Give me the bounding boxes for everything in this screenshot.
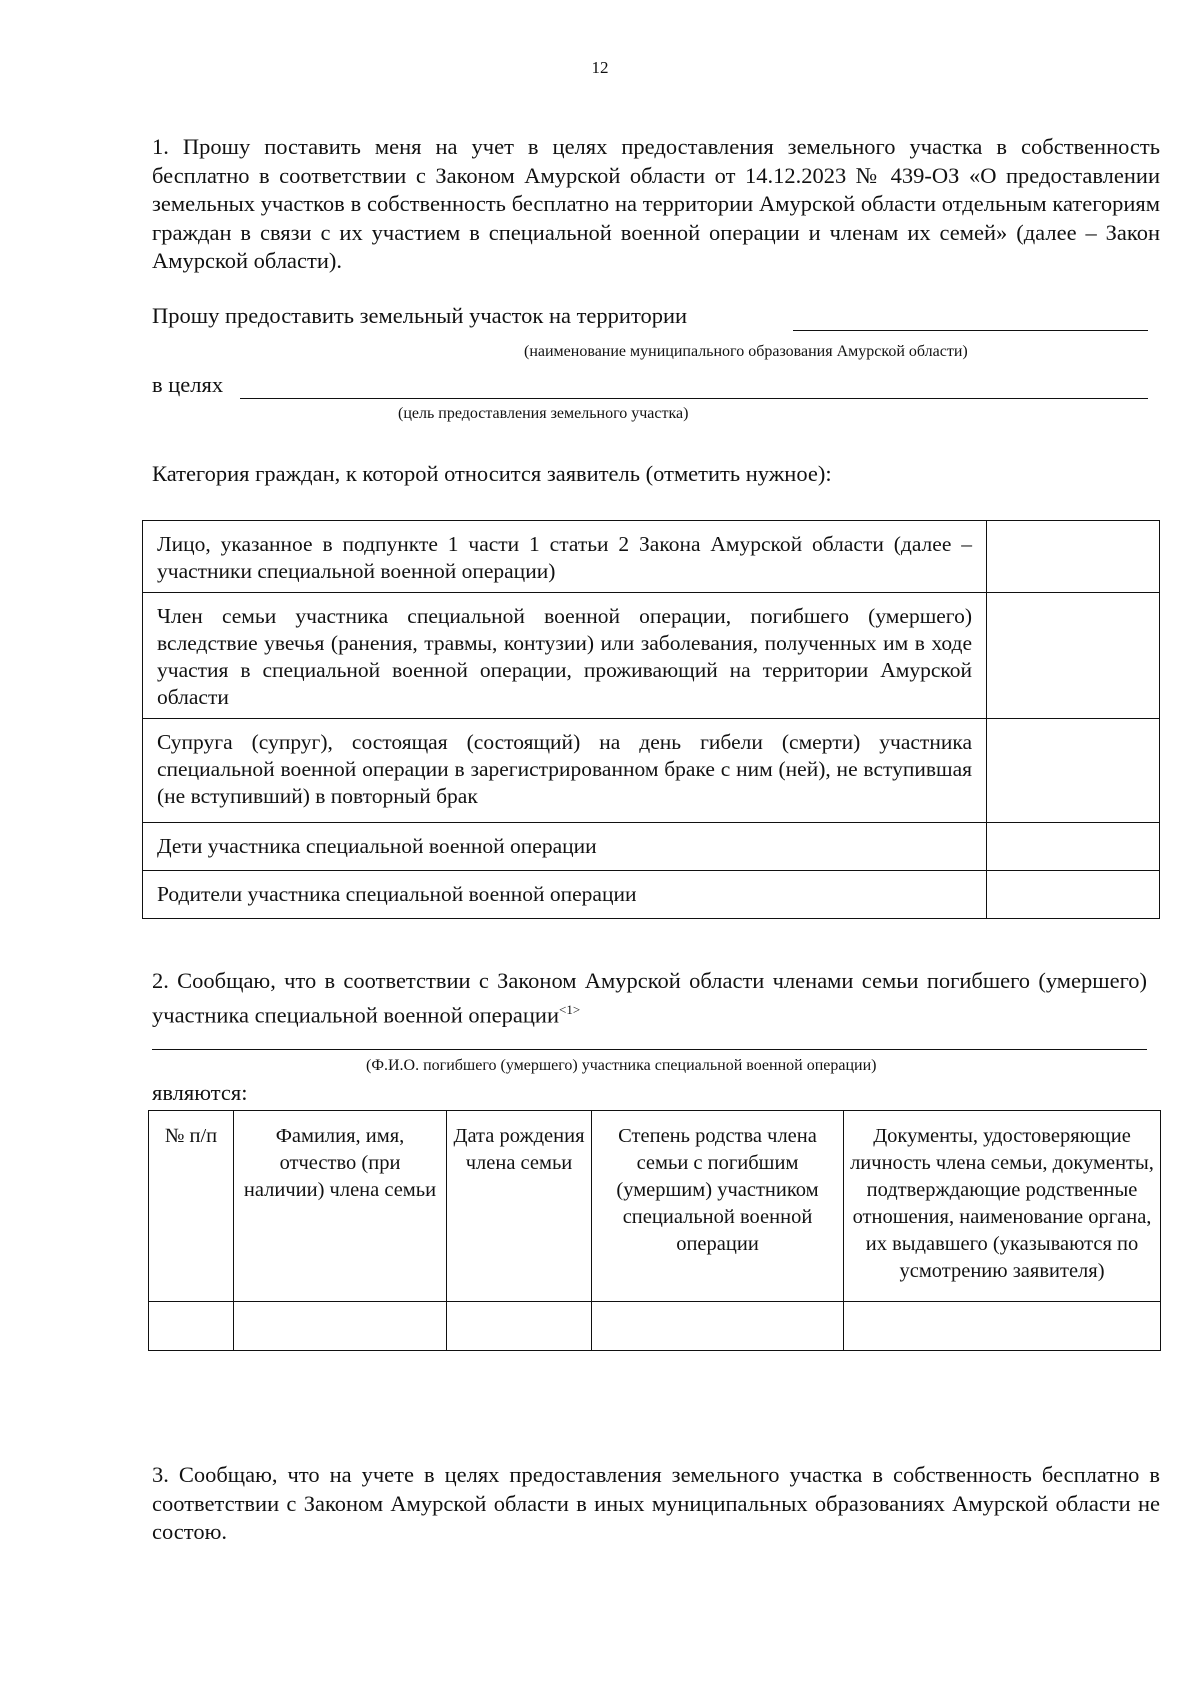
territory-input-line[interactable] — [793, 330, 1148, 331]
purpose-label: в целях — [152, 372, 224, 397]
table-cell[interactable] — [844, 1302, 1161, 1351]
deceased-name-caption: (Ф.И.О. погибшего (умершего) участника специальной военной операции) — [366, 1057, 877, 1074]
table-cell[interactable] — [149, 1302, 234, 1351]
category-checkbox-cell[interactable] — [987, 593, 1160, 719]
category-checkbox-cell[interactable] — [987, 719, 1160, 823]
category-checkbox-cell[interactable] — [987, 871, 1160, 919]
category-heading: Категория граждан, к которой относится заявитель (отметить нужное): — [152, 461, 832, 486]
table-row — [143, 871, 1160, 919]
column-header-documents: Документы, удостоверяющие личность члена семьи, документы, подтверждающие родственные отношения, наименование органа, их выдавшего (указываются по усмотрению заявителя) — [844, 1111, 1161, 1302]
category-text: Дети участника специальной военной операции — [143, 823, 987, 871]
category-checkbox-cell[interactable] — [987, 521, 1160, 593]
category-text: Член семьи участника специальной военной операции, погибшего (умершего) вследствие увечья (ранения, травмы, контузии) или заболевания, полученных им в ходе участия в специальной военной операции, проживающий на территории Амурской области — [143, 593, 987, 719]
table-row — [149, 1302, 1161, 1351]
table-cell[interactable] — [592, 1302, 844, 1351]
purpose-caption: (цель предоставления земельного участка) — [398, 405, 689, 422]
table-row — [143, 823, 1160, 871]
category-text: Лицо, указанное в подпункте 1 части 1 статьи 2 Закона Амурской области (далее – участники специальной военной операции) — [143, 521, 987, 593]
section2-text: 2. Сообщаю, что в соответствии с Законом Амурской области членами семьи погибшего (умершего) участника специальной военной операции — [152, 968, 1147, 1027]
column-header-relationship: Степень родства члена семьи с погибшим (умершим) участником специальной военной операции — [592, 1111, 844, 1302]
category-checkbox-cell[interactable] — [987, 823, 1160, 871]
table-row — [143, 593, 1160, 719]
territory-caption: (наименование муниципального образования Амурской области) — [524, 343, 968, 360]
page-number: 12 — [591, 58, 609, 77]
deceased-name-input-line[interactable] — [152, 1049, 1147, 1050]
column-header-birth-date: Дата рождения члена семьи — [447, 1111, 592, 1302]
category-table — [142, 520, 1160, 919]
column-header-full-name: Фамилия, имя, отчество (при наличии) члена семьи — [234, 1111, 447, 1302]
table-row — [143, 521, 1160, 593]
purpose-input-line[interactable] — [240, 398, 1148, 399]
are-label: являются: — [152, 1080, 248, 1105]
table-cell[interactable] — [447, 1302, 592, 1351]
category-text: Родители участника специальной военной операции — [143, 871, 987, 919]
table-row — [143, 719, 1160, 823]
section3-paragraph: 3. Сообщаю, что на учете в целях предоставления земельного участка в собственность бесплатно в соответствии с Законом Амурской области в иных муниципальных образованиях Амурской области не состою. — [152, 1462, 1160, 1544]
column-header-number: № п/п — [149, 1111, 234, 1302]
territory-label: Прошу предоставить земельный участок на территории — [152, 303, 688, 328]
table-cell[interactable] — [234, 1302, 447, 1351]
family-members-table — [148, 1110, 1161, 1351]
footnote-mark: <1> — [559, 1001, 581, 1017]
section2-paragraph — [152, 967, 1147, 1030]
table-header-row — [149, 1111, 1161, 1302]
category-text: Супруга (супруг), состоящая (состоящий) на день гибели (смерти) участника специальной военной операции в зарегистрированном браке с ним (ней), не вступившая (не вступивший) в повторный брак — [143, 719, 987, 823]
section1-paragraph: 1. Прошу поставить меня на учет в целях предоставления земельного участка в собственность бесплатно в соответствии с Законом Амурской области от 14.12.2023 № 439-ОЗ «О предоставлении земельных участков в собственность бесплатно на территории Амурской области отдельным категориям граждан в связи с их участием в специальной военной операции и членам их семей» (далее – Закон Амурской области). — [152, 134, 1160, 273]
